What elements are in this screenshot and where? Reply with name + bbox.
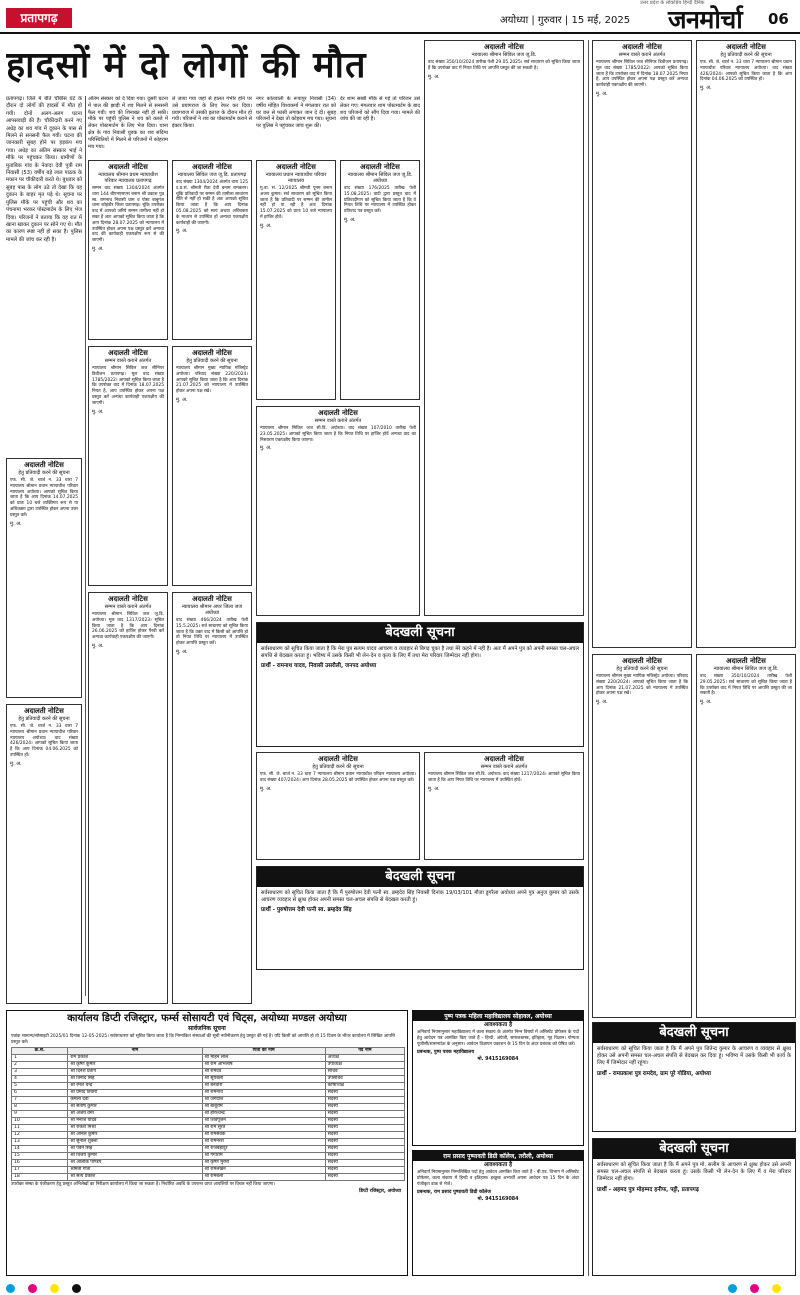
table-row [12,1068,405,1075]
table-cell: 1 [12,1054,68,1061]
table-cell: श्री अजय वर्मा [68,1110,202,1117]
table-row [12,1082,405,1089]
notice-heading: अदालती नोटिस [622,43,662,51]
column-rule [588,40,589,1276]
dateline: अयोध्या | गुरुवार | 15 मई, 2025 [500,15,631,26]
story-column-4 [256,96,336,156]
eviction-title: बेदखली सूचना [257,867,583,887]
table-cell: उपाध्यक्ष [325,1061,404,1068]
story-text: देर शाम सब्बी मौके से गई तो परिजन उसे लेकर गए। मंगलवार शाम पोस्टमार्टम के बाद शव परिजनों को सौंप दिया गया। मामले की जांच की जा रही है। [340,96,420,123]
table-cell: सदस्य [325,1152,404,1159]
table-cell: अध्यक्ष [325,1054,404,1061]
court-notice [696,40,796,648]
table-cell: श्री अनिल कुमार [68,1131,202,1138]
table-cell: 13 [12,1138,68,1145]
notice-heading: अदालती नोटिस [318,755,358,763]
table-cell: सदस्य [325,1159,404,1166]
table-row [12,1124,405,1131]
court-notice [340,160,420,400]
vacancy-footer: प्रबन्धक, पुष्प पत्रक महाविद्यालय [417,1050,475,1056]
table-cell: श्री रामलखन [202,1166,325,1173]
notice-body: मु.वा. सं. 12/2025 श्रीमती पूनम बनाम अजय कुमार। सर्व साधारण को सूचित किया जाता है कि प्रतिवादी पर सम्मन की तामील नहीं हो पा रही है अतः दिनांक 15.07.2025 को प्रातः 10 बजे न्यायालय में हाजिर होवें। [260,186,332,220]
notice-signature: मु. अ. [260,222,272,229]
table-cell: 18 [12,1173,68,1180]
table-cell: श्री मोहन लाल [202,1054,325,1061]
notice-subheading: सम्मन वास्ते कराने अंतर्गत [104,358,152,364]
notice-subheading: हेतु प्रतिवादी करने की सूचना [186,358,238,364]
eviction-notice [256,866,584,970]
vacancy-heading: आवश्यकता है [483,1022,513,1028]
registration-mark [50,1284,59,1293]
table-row [12,1054,405,1061]
table-cell: सदस्य [325,1173,404,1180]
notice-subheading: न्यायालय श्रीमान सिविल जज जू.डि. [471,52,537,58]
table-row [12,1075,405,1082]
notice-heading: अदालती नोटिस [726,43,766,51]
table-cell: 17 [12,1166,68,1173]
college-vacancy-ad [412,1010,584,1146]
story-column-2 [88,96,168,156]
notice-heading: अदालती नोटिस [108,595,148,603]
notice-subheading: सम्मन वास्ते कराने अंतर्गत [618,52,666,58]
page-number: 06 [768,10,789,28]
table-row [12,1166,405,1173]
notice-body: न्यायालय श्रीमान सिविल जज जू.डि. अयोध्या। मूल वाद 1317/2023। सूचित किया जाता है कि आप दिनांक 26.06.2025 को हाजिर होकर पैरवी करें अन्यथा कार्यवाही एकपक्षीय की जाएगी। [92,612,164,641]
notice-subheading: हेतु प्रतिवादी करने की सूचना [18,470,70,476]
table-cell: सदस्य [325,1138,404,1145]
notice-heading: अदालती नोटिस [276,163,316,171]
registration-mark [72,1284,81,1293]
table-cell: श्री राजबहादुर [202,1145,325,1152]
notice-subheading: न्यायालय श्रीमान प्रथम न्यायाधीश परिवार न्यायालय प्रतापगढ़ [98,172,158,184]
table-cell: सदस्य [325,1117,404,1124]
notice-signature: मु. अ. [260,445,272,452]
page-header [0,0,800,34]
notice-body: एफ. सी. जे. चार्ज न. 33 धारा 7 न्यायालय श्रीमान प्रधान न्यायाधीश परिवार न्यायालय अयोध्या। वाद संख्या 407/2024। आप दिनांक 28.05.2025 को उपस्थित होकर अपना पक्ष प्रस्तुत करें। [260,772,416,783]
court-notice [256,160,336,400]
court-notice [172,592,252,1004]
table-cell: कमला देवी [68,1096,202,1103]
story-text: अंतिम संस्कार को दे दिया गया। दूसरी घटना में पाल की झाड़ी में शव मिलने से सनसनी फैल गयी। शव की शिनाख्त नहीं हो सकी। मौके पर पहुंची पुलिस ने शव को कब्जे में लेकर पोस्टमार्टम के लिए भेज दिया। थाना क्षेत्र के गांव निवासी युवक का शव संदिग्ध परिस्थितियों में मिलने से परिजनों में कोहराम मच गया। [88,96,168,150]
table-cell: 5 [12,1082,68,1089]
notice-body: वाद संख्या 466/2024 तारीख पेशी 15.5.2025। सर्व साधारण को सूचित किया जाता है कि उक्त वाद में किसी को आपत्ति हो तो नियत तिथि पर न्यायालय में उपस्थित होकर आपत्ति प्रस्तुत करें। [176,618,248,647]
notice-subheading: न्यायालय श्रीमान अपर जिला जज अयोध्या [181,604,243,616]
eviction-signature: प्रार्थी - रामप्रकाश पुत्र रामदेव, ग्राम पूरे गोडिया, अयोध्या [597,1070,711,1077]
eviction-body: सर्वसाधारण को सूचित किया जाता है कि मेरा पुत्र सत्यम यादव आचरण व व्यवहार से बिगड़ चुका है तथा मेरे कहने में नहीं है। अतः मैं अपने पुत्र को अपनी समस्त चल-अचल संपत्ति से बेदखल करता हूं। भविष्य में उसके किसी भी लेन-देन व कृत्य के लिए मैं तथा मेरा परिवार जिम्मेदार नहीं होगा। [261,646,579,660]
notice-body: न्यायालय श्रीमान सिविल जज सीनियर डिवीजन प्रतापगढ़। मूल वाद संख्या 1785/2022। आपको सूचित किया जाता है कि उपरोक्त वाद में दिनांक 18.07.2025 नियत है, आप उपस्थित होकर अपना पक्ष प्रस्तुत करें अन्यथा कार्यवाही एकपक्षीय की जाएगी। [596,60,688,89]
table-cell: सदस्य [325,1124,404,1131]
notice-signature: मु. अ. [92,408,104,415]
notice-subheading: न्यायालय श्रीमान सिविल जज जू.डि. अयोध्या [347,172,413,184]
table-row [12,1061,405,1068]
table-cell: सदस्य [325,1166,404,1173]
notice-body: वाद संख्या 176/2025 तारीख पेशी 15.08.2025। वादी द्वारा प्रस्तुत वाद में प्रतिवादीगण को सूचित किया जाता है कि वे नियत तिथि पर न्यायालय में उपस्थित होकर प्रतिवाद पत्र प्रस्तुत करें। [344,186,416,215]
govt-notice-intro: पत्रांक सामान्य/सोसाइटी 2025/01 दिनांक 12-05-2025। सर्वसाधारण को सूचित किया जाता है कि निम्नांकित संस्थाओं की सूची नवीनीकरण हेतु प्रस्तुत की गई है। यदि किसी को आपत्ति हो तो 15 दिवस के भीतर कार्यालय में लिखित आपत्ति प्रस्तुत करें। [11,1034,396,1045]
vacancy-phone: मो. 9415169084 [477,1197,519,1203]
notice-heading: अदालती नोटिस [484,43,524,51]
notice-subheading: न्यायालय श्रीमान सिविल जज जू.डि. [713,666,779,672]
table-cell: श्री बाबूराम [202,1103,325,1110]
vacancy-body: अनिवार्य नियमानुसार निम्नलिखित पदों हेतु आवेदन आमंत्रित किए जाते हैं - बी.एड. विभाग में असिस्टेंट प्रोफेसर, कला संकाय में हिन्दी व इतिहास। इच्छुक अभ्यर्थी अपना आवेदन पत्र 15 दिन के अंदर पंजीकृत डाक से भेजें। [417,1170,579,1187]
court-notice [6,458,82,698]
court-notice [424,752,584,860]
govt-notice-title: कार्यालय डिप्टी रजिस्ट्रार, फर्म्स सोसायटी एवं चिट्स, अयोध्या मण्डल अयोध्या [67,1013,347,1024]
notice-signature: मु. अ. [92,642,104,649]
notice-signature: मु. अ. [700,85,712,92]
court-notice [88,592,168,1004]
table-cell: श्री रामनरेश [202,1138,325,1145]
notice-signature: मु. अ. [260,785,272,792]
table-cell: श्री विजय कुमार [68,1152,202,1159]
notice-signature: मु. अ. [428,785,440,792]
table-cell: 15 [12,1152,68,1159]
eviction-signature: प्रार्थी - अहमद पुत्र मोहम्मद हनीफ, पट्टी, प्रतापगढ़ [597,1186,699,1193]
registration-mark [772,1284,781,1293]
court-notice [6,704,82,1004]
notice-subheading: सम्मन वास्ते कराने अंतर्गत [480,764,528,770]
court-notice [592,654,692,1018]
table-cell: श्री हरिश्चन्द्र [202,1110,325,1117]
notice-signature: मु. अ. [596,90,608,97]
table-row [12,1096,405,1103]
eviction-notice [592,1138,796,1276]
govt-notice-signature: डिप्टी रजिस्ट्रार, अयोध्या [359,1189,401,1195]
registration-mark [6,1284,15,1293]
notice-subheading: न्यायालय प्रधान न्यायाधीश परिवार न्यायालय [265,172,327,184]
notice-subheading: न्यायालय सिविल जज जू.डि. प्रतापगढ़ [177,172,247,178]
table-cell: राम प्रकाश [68,1054,202,1061]
court-notice [424,40,584,616]
eviction-title: बेदखली सूचना [593,1023,795,1043]
column-header: क्र.सं. [12,1047,68,1054]
members-table [11,1047,405,1181]
court-notice [88,346,168,586]
college-name: पुष्प पत्रक महिला महाविद्यालय सोहावल, अयोध्या [413,1011,583,1021]
table-cell: कोषाध्यक्ष [325,1082,404,1089]
table-cell: सदस्य [325,1089,404,1096]
eviction-title: बेदखली सूचना [593,1139,795,1159]
table-cell: श्री जगदीश [202,1096,325,1103]
table-cell: श्री आलोक पाण्डेय [68,1159,202,1166]
government-notice [6,1010,408,1276]
vacancy-footer: प्रबन्धक, राम प्रसाद पुष्पावती डिग्री कॉलेज [417,1190,491,1196]
table-cell: 6 [12,1089,68,1096]
table-cell: 4 [12,1075,68,1082]
table-cell: श्रीमती गीता [68,1166,202,1173]
table-cell: सदस्य [325,1131,404,1138]
eviction-notice [256,622,584,747]
vacancy-heading: आवश्यकता है [483,1162,513,1168]
story-column-3 [172,96,252,156]
table-row [12,1152,405,1159]
notice-subheading: हेतु प्रतिवादी करने की सूचना [18,716,70,722]
court-notice [256,752,420,860]
registration-marks [0,1282,800,1295]
notice-body: वाद संख्या 350/10/2024 तारीख पेशी 29.05.2025। सर्व साधारण को सूचित किया जाता है कि उपरोक्त वाद में नियत तिथि पर आपत्ति प्रस्तुत की जा सकती है। [700,674,792,697]
notice-heading: अदालती नोटिस [192,163,232,171]
column-rule [85,96,86,996]
notice-heading: अदालती नोटिस [726,657,766,665]
notice-signature: मु. अ. [428,73,440,80]
notice-signature: मु. अ. [344,216,356,223]
column-header: नाम [68,1047,202,1054]
table-cell: श्री गंगाराम [202,1152,325,1159]
table-cell: 12 [12,1131,68,1138]
notice-heading: अदालती नोटिस [360,163,400,171]
eviction-signature: प्रार्थी - रामनाथ यादव, निवासी उसरौली, जनपद अयोध्या [261,663,377,670]
table-cell: सचिव [325,1068,404,1075]
notice-signature: मु. अ. [176,228,188,235]
table-cell: श्री विनोद सिंह [68,1075,202,1082]
table-cell: 2 [12,1061,68,1068]
table-cell: श्री सुनील शुक्ला [68,1138,202,1145]
table-cell: 11 [12,1124,68,1131]
notice-heading: अदालती नोटिस [108,349,148,357]
table-row [12,1110,405,1117]
table-row [12,1117,405,1124]
table-row [12,1103,405,1110]
eviction-body: सर्वसाधारण को सूचित किया जाता है कि मैं अपने पुत्र मो. सलीम के आचरण से क्षुब्ध होकर उसे अपनी समस्त चल-अचल संपत्ति से बेदखल करता हूं। उसके किसी भी लेन-देन के लिए मैं व मेरा परिवार जिम्मेदार नहीं होगा। [597,1162,791,1183]
notice-body: न्यायालय श्रीमान सिविल जज सी.डि. अयोध्या। वाद संख्या 1217/2024। आपको सूचित किया जाता है कि आप नियत तिथि पर न्यायालय में उपस्थित होवें। [428,772,580,783]
court-notice [592,40,692,648]
table-cell: श्री रामसेवक [202,1131,325,1138]
court-notice [172,160,252,340]
registration-mark [28,1284,37,1293]
registration-mark [750,1284,759,1293]
notice-heading: अदालती नोटिस [108,163,148,171]
notice-heading: अदालती नोटिस [24,461,64,469]
table-cell: श्री राम अभिलाष [202,1061,325,1068]
table-cell: श्री पवन सिंह [68,1145,202,1152]
notice-body: सम्मन वाद संख्या 1304/2024 अंतर्गत धारा 144 बीएनएसएस बनाम श्री प्रकाश पुत्र स्व. रामनाथ निवासी ग्राम व पोस्ट बाबूगंज थाना कोहंडौर जिला प्रतापगढ़। चूंकि उपरोक्त वाद में आपको जरिये सम्मन तामीला नहीं हो सका है अतः आपको सूचित किया जाता है कि आप दिनांक 28.07.2025 को न्यायालय में उपस्थित होकर अपना पक्ष प्रस्तुत करें अन्यथा वाद की कार्यवाही एकपक्षीय रूप से की जाएगी। [92,186,164,244]
govt-notice-footer: उपरोक्त संस्था के पंजीकरण हेतु प्रस्तुत अभिलेखों का निरीक्षण कार्यालय में किया जा सकता है। निर्धारित अवधि के उपरान्त प्राप्त आपत्तियों पर विचार नहीं किया जाएगा। [11,1181,275,1187]
notice-body: न्यायालय श्रीमान मुख्य न्यायिक मजिस्ट्रेट अयोध्या। परिवाद संख्या 220/2024। आपको सूचित किया जाता है कि आप दिनांक 21.07.2025 को न्यायालय में उपस्थित होकर अपना पक्ष रखें। [596,674,688,697]
table-cell: सदस्य [325,1110,404,1117]
notice-signature: मु. अ. [700,699,712,706]
notice-body: एफ. सी. जे. चार्ज न. 33 धारा 7 न्यायालय श्रीमान प्रधान न्यायाधीश परिवार न्यायालय अयोध्या। वाद संख्या 426/2024। आपको सूचित किया जाता है कि आप दिनांक 04.06.2025 को उपस्थित हों। [700,60,792,83]
vacancy-phone: मो. 9415169084 [477,1057,519,1063]
govt-notice-subtitle: सार्वजनिक सूचना [188,1025,226,1032]
eviction-body: सर्वसाधारण को सूचित किया जाता है कि मैं पुरुषोत्तम देवी पत्नी स्व. ब्रम्हदेव सिंह निवासी दिनांक 19/03/101 मौजा डुगरैला अयोध्या अपने पुत्र अनुज कुमार को उसके आचरण व्यवहार से क्षुब्ध होकर अपनी समस्त चल-अचल संपत्ति से बेदखल करती हूं। [261,890,579,904]
table-cell: 7 [12,1096,68,1103]
table-cell: 10 [12,1117,68,1124]
table-cell: श्री बनवारी [202,1082,325,1089]
table-cell: श्री रामबली [202,1173,325,1180]
notice-heading: अदालती नोटिस [24,707,64,715]
table-row [12,1131,405,1138]
table-cell: श्री कृष्ण मुरारी [202,1159,325,1166]
eviction-signature: प्रार्थी - पुरुषोत्तम देवी पत्नी स्व. ब्रम्हदेव सिंह [261,907,352,914]
table-row [12,1173,405,1180]
column-header: पिता का नाम [202,1047,325,1054]
story-column-1 [6,96,82,452]
notice-signature: मु. अ. [596,699,608,706]
table-cell: 14 [12,1145,68,1152]
notice-subheading: सम्मन वास्ते कराने अंतर्गत [314,418,362,424]
notice-heading: अदालती नोटिस [318,409,358,417]
court-notice [256,406,420,616]
eviction-notice [592,1022,796,1132]
notice-signature: मु. अ. [176,396,188,403]
notice-body: एफ. सी. जे. चार्ज न. 33 धारा 7 न्यायालय श्रीमान प्रधान न्यायाधीश परिवार न्यायालय अयोध्या। वाद संख्या 426/2024। आपको सूचित किया जाता है कि आप दिनांक 04.06.2025 को उपस्थित हों। [10,724,78,758]
college-vacancy-ad [412,1150,584,1276]
table-row [12,1145,405,1152]
table-row [12,1138,405,1145]
table-cell: श्री राकेश मिश्रा [68,1124,202,1131]
story-text: नगर कोतवाली के रूपापुर निवासी (34) वर्षीय मोहित विश्वकर्मा ने मंगलवार रात को घर छत से फांसी लगाकर जान दे दी। सुबह परिजनों ने देखा तो कोहराम मच गया। सूचना पर पुलिस ने पहुंचकर जांच शुरू की। [256,96,336,130]
table-cell: श्री प्रमोद तिवारी [68,1089,202,1096]
table-cell: उपसचिव [325,1075,404,1082]
notice-signature: मु. अ. [92,245,104,252]
vacancy-body: अनिवार्य नियमानुसार महाविद्यालय में कला संकाय के अंतर्गत निम्न विषयों में असिस्टेंट प्रोफेसर के पदों हेतु आवेदन पत्र आमंत्रित किए जाते हैं - हिन्दी, अंग्रेजी, समाजशास्त्र, इतिहास, गृह विज्ञान। योग्यता यूजीसी/शासनादेश के अनुसार। आवेदन विज्ञापन प्रकाशन के 15 दिन के अंदर प्रबंधक को प्रेषित करें। [417,1030,579,1047]
column-header: पद नाम [325,1047,404,1054]
notice-signature: मु. अ. [176,648,188,655]
table-cell: श्री सत्य प्रकाश [68,1173,202,1180]
notice-heading: अदालती नोटिस [622,657,662,665]
court-notice [696,654,796,1018]
notice-subheading: हेतु प्रतिवादी करने की सूचना [616,666,668,672]
table-cell: श्री कृष्ण कुमार [68,1061,202,1068]
notice-body: न्यायालय श्रीमान सिविल जज सीनियर डिवीजन प्रतापगढ़। मूल वाद संख्या 1785/2022। आपको सूचित किया जाता है कि उपरोक्त वाद में दिनांक 18.07.2025 नियत है, आप उपस्थित होकर अपना पक्ष प्रस्तुत करें अन्यथा कार्यवाही एकपक्षीय की जाएगी। [92,366,164,406]
notice-subheading: हेतु प्रतिवादी करने की सूचना [720,52,772,58]
story-column-5 [340,96,420,156]
masthead-tagline: उत्तर प्रदेश के लोकप्रिय हिन्दी दैनिक [640,0,705,6]
registration-mark [728,1284,737,1293]
table-cell: श्री रामदेव [202,1068,325,1075]
court-notice [172,346,252,586]
notice-body: वाद संख्या 350/10/2024 तारीख पेशी 29.05.2025। सर्व साधारण को सूचित किया जाता है कि उपरोक्त वाद में नियत तिथि पर आपत्ति प्रस्तुत की जा सकती है। [428,60,580,71]
table-cell: सदस्य [325,1103,404,1110]
table-cell: सदस्य [325,1145,404,1152]
story-text: ले जाया गया जहां से हालत गंभीर होने पर उसे प्रयागराज के लिए रेफर कर दिया। प्रयागराज में उसकी इलाज के दौरान मौत हो गयी। परिजनों ने शव का पोस्टमार्टम कराने से इंकार किया। [172,96,252,130]
table-cell: सदस्य [325,1096,404,1103]
notice-body: एफ. सी. जे. चार्ज न. 33 धारा 7 न्यायालय श्रीमान प्रधान न्यायाधीश परिवार न्यायालय अयोध्या। आपको सूचित किया जाता है कि आप दिनांक 14.07.2025 को प्रातः 10 बजे व्यक्तिगत रूप से या अधिवक्ता द्वारा उपस्थित होकर अपना उत्तर प्रस्तुत करें। [10,478,78,518]
eviction-title: बेदखली सूचना [257,623,583,643]
notice-body: न्यायालय श्रीमान सिविल जज सी.डि. अयोध्या। वाद संख्या 107/2010 तारीख पेशी 23.05.2025। आपको सूचित किया जाता है कि नियत तिथि पर हाजिर होवें अन्यथा वाद का निस्तारण एकपक्षीय किया जाएगा। [260,426,416,443]
notice-heading: अदालती नोटिस [192,349,232,357]
table-row [12,1089,405,1096]
table-cell: श्री राम सूरत [202,1124,325,1131]
table-cell: 9 [12,1110,68,1117]
notice-signature: मु. अ. [10,760,22,767]
table-cell: श्री रामनाथ [202,1089,325,1096]
table-cell: 3 [12,1068,68,1075]
table-row [12,1159,405,1166]
main-headline: हादसों में दो लोगों की मौत [6,44,367,86]
masthead: जनमोर्चा [668,5,743,34]
eviction-body: सर्वसाधारण को सूचित किया जाता है कि मैं अपने पुत्र जितेन्द्र कुमार के आचरण व व्यवहार से क्षुब्ध होकर उसे अपनी समस्त चल-अचल संपत्ति से बेदखल कर दिया हूं। भविष्य में उसके किसी भी कार्य के लिए मैं जिम्मेदार नहीं रहूंगा। [597,1046,791,1067]
notice-subheading: हेतु प्रतिवादी करने की सूचना [312,764,364,770]
table-cell: श्री मनोज यादव [68,1117,202,1124]
table-cell: श्री संतोष कुमार [68,1103,202,1110]
table-cell: श्री सूर्यबली [202,1075,325,1082]
notice-subheading: सम्मन वास्ते कराने अंतर्गत [104,604,152,610]
table-cell: श्री दिनेश प्रताप [68,1068,202,1075]
notice-heading: अदालती नोटिस [484,755,524,763]
court-notice [88,160,168,340]
notice-body: न्यायालय श्रीमान मुख्य न्यायिक मजिस्ट्रेट अयोध्या। परिवाद संख्या 220/2024। आपको सूचित किया जाता है कि आप दिनांक 21.07.2025 को न्यायालय में उपस्थित होकर अपना पक्ष रखें। [176,366,248,395]
table-header-row [12,1047,405,1054]
notice-body: वाद संख्या 1304/2024 अंतर्गत धारा 125 द.प्र.सं. श्रीमती रीता देवी बनाम रामकरन। चूंकि प्रतिवादी पर सम्मन की तामीला साधारण रीति से नहीं हो सकी है अतः आपको सूचित किया जाता है कि आप दिनांक 05.08.2025 को स्वयं अथवा अधिवक्ता के माध्यम से उपस्थित हों अन्यथा एकपक्षीय कार्यवाही की जाएगी। [176,180,248,226]
table-cell: 16 [12,1159,68,1166]
story-text: प्रतापगढ़। जिले में बीते चौबीस घंटे के दौरान दो लोगों की हादसों में मौत हो गयी। दोनों अलग-अलग घटना आपसवाड़ी की है। चौकीदारी करने गए अधेड़ का शव गांव में दूकान के पास से मिलने से सनसनी फैल गयी। घटना की जानकारी सुबह होने पर हड़कंप मच गया। अधेड़ का अंतिम संस्कार भाई ने मौके पर पहुंचकर किया। ग्रामीणों के मुताबिक गांव के नेवादा देवी पुत्री राम निवासी (53) वर्षीय बड़े लाल पाठक के मकान पर चौकीदारी करते थे। बुधवार को सुबह पास के लोग उठे तो देखा कि वह दुकान के बाहर मृत पड़े थे। सूचना पर पुलिस मौके पर पहुंची और शव का पंचनामा भरकर पोस्टमार्टम के लिए भेज दिया। परिजनों ने बताया कि वह रात में खाना खाकर दुकान पर सोने गए थे। मौत का कारण स्पष्ट नहीं हो सका है। पुलिस मामले की जांच कर रही है। [6,96,82,243]
notice-signature: मु. अ. [10,520,22,527]
section-label: प्रतापगढ़ [6,8,72,28]
table-cell: श्री शिवपूजन [202,1117,325,1124]
college-name: राम प्रसाद पुष्पावती डिग्री कॉलेज, तरौली, अयोध्या [413,1151,583,1161]
table-cell: 8 [12,1103,68,1110]
notice-heading: अदालती नोटिस [192,595,232,603]
table-cell: श्री रमेश चन्द्र [68,1082,202,1089]
